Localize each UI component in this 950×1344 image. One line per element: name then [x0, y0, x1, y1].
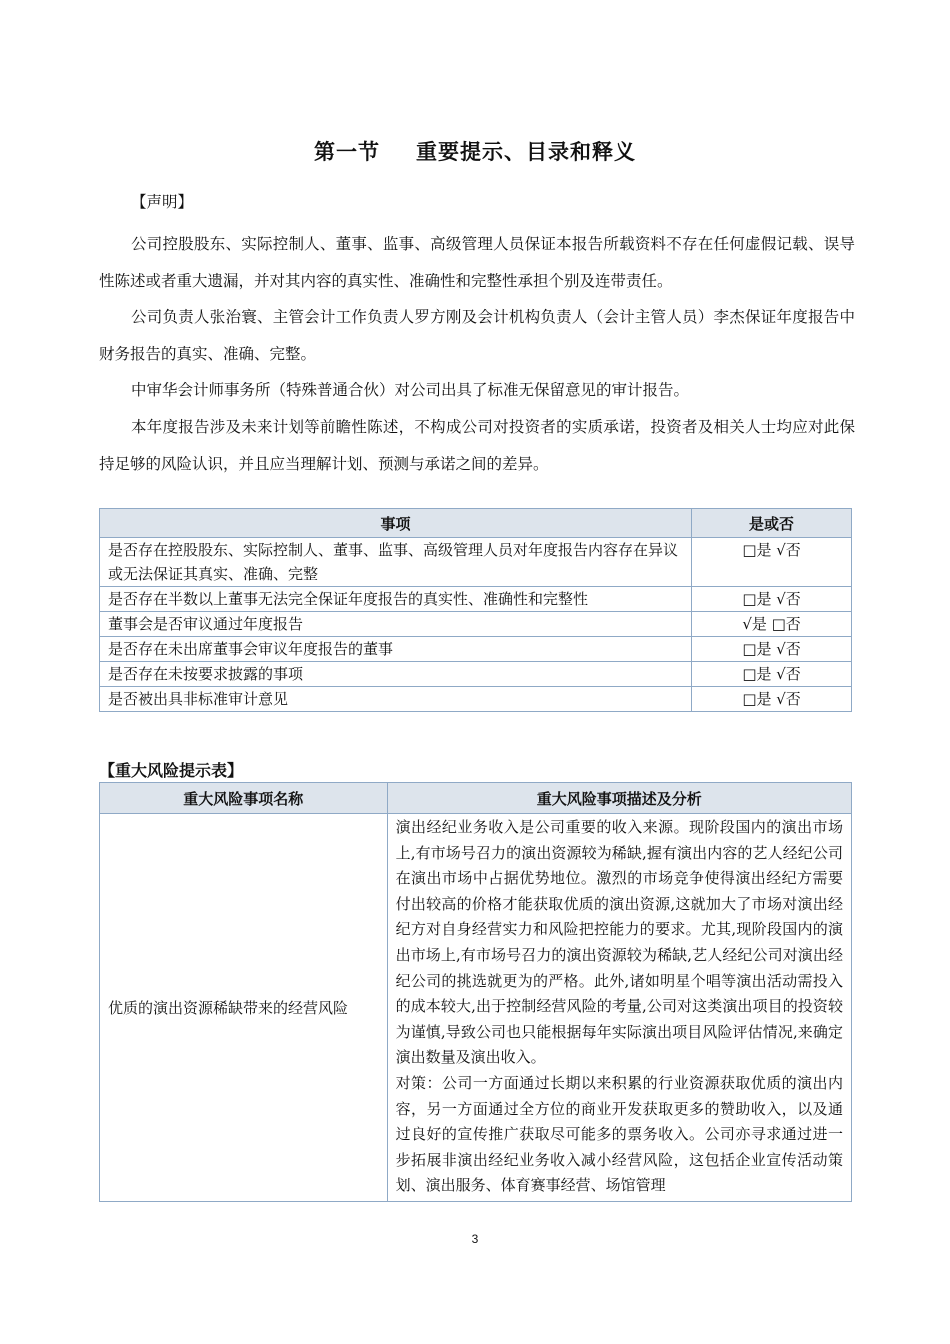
section-heading: 重要提示、目录和释义: [416, 140, 636, 164]
column-header-risk-name: 重大风险事项名称: [100, 783, 388, 814]
matter-cell: 是否存在未按要求披露的事项: [100, 662, 692, 687]
answer-cell: □是 √否: [692, 637, 852, 662]
column-header-yes-no: 是或否: [692, 509, 852, 538]
section-number: 第一节: [314, 140, 380, 164]
matter-cell: 董事会是否审议通过年度报告: [100, 612, 692, 637]
risk-description-cell: [387, 814, 851, 1202]
paragraph-guarantee: 公司控股股东、实际控制人、董事、监事、高级管理人员保证本报告所载资料不存在任何虚假记载、误导性陈述或者重大遗漏，并对其内容的真实性、准确性和完整性承担个别及连带责任。: [99, 235, 855, 290]
section-title: [0, 136, 950, 166]
risk-name-cell: 优质的演出资源稀缺带来的经营风险: [100, 814, 388, 1202]
table-row: [100, 538, 852, 587]
matter-cell: 是否存在控股股东、实际控制人、董事、监事、高级管理人员对年度报告内容存在异议或无法保证其真实、准确、完整: [100, 538, 692, 587]
table-header-row: [100, 783, 852, 814]
answer-cell: √是 □否: [692, 612, 852, 637]
answer-cell: □是 √否: [692, 587, 852, 612]
paragraph-auditor: 中审华会计师事务所（特殊普通合伙）对公司出具了标准无保留意见的审计报告。: [131, 381, 690, 399]
column-header-risk-description: 重大风险事项描述及分析: [387, 783, 851, 814]
table-row: [100, 612, 852, 637]
risk-description: 演出经纪业务收入是公司重要的收入来源。现阶段国内的演出市场上,有市场号召力的演出资源较为稀缺,握有演出内容的艺人经纪公司在演出市场中占据优势地位。激烈的市场竞争使得演出经纪方需要付出较高的价格才能获取优质的演出资源,这就加大了市场对演出经纪方对自身经营实力和风险把控能力的要求。尤其,现阶段国内的演出市场上,有市场号召力的演出资源较为稀缺,艺人经纪公司对演出经纪公司的挑选就更为的严格。此外,诸如明星个唱等演出活动需投入的成本较大,出于控制经营风险的考量,公司对这类演出项目的投资较为谨慎,导致公司也只能根据每年实际演出项目风险评估情况,来确定演出数量及演出收入。: [395, 818, 843, 1067]
table-row: [100, 814, 852, 1202]
table-row: [100, 687, 852, 712]
answer-cell: □是 √否: [692, 687, 852, 712]
paragraph-responsible-persons: 公司负责人张治寰、主管会计工作负责人罗方刚及会计机构负责人（会计主管人员）李杰保证年度报告中财务报告的真实、准确、完整。: [99, 308, 855, 363]
page-number: 3: [471, 1232, 479, 1246]
risk-table-heading: 【重大风险提示表】: [99, 761, 244, 780]
answer-cell: □是 √否: [692, 662, 852, 687]
table-header-row: [100, 509, 852, 538]
table-row: [100, 662, 852, 687]
matters-table: [99, 508, 852, 712]
table-row: [100, 587, 852, 612]
table-row: [100, 637, 852, 662]
risk-countermeasure: 对策：公司一方面通过长期以来积累的行业资源获取优质的演出内容，另一方面通过全方位的商业开发获取更多的赞助收入，以及通过良好的宣传推广获取尽可能多的票务收入。公司亦寻求通过进一步拓展非演出经纪业务收入减小经营风险，这包括企业宣传活动策划、演出服务、体育赛事经营、场馆管理: [395, 1073, 843, 1195]
risk-table: [99, 782, 852, 1202]
column-header-matter: 事项: [100, 509, 692, 538]
answer-cell: □是 √否: [692, 538, 852, 587]
matter-cell: 是否被出具非标准审计意见: [100, 687, 692, 712]
matter-cell: 是否存在未出席董事会审议年度报告的董事: [100, 637, 692, 662]
paragraph-forward-looking: 本年度报告涉及未来计划等前瞻性陈述，不构成公司对投资者的实质承诺，投资者及相关人士均应对此保持足够的风险认识，并且应当理解计划、预测与承诺之间的差异。: [99, 418, 855, 473]
declaration-label: 【声明】: [131, 193, 194, 211]
matter-cell: 是否存在半数以上董事无法完全保证年度报告的真实性、准确性和完整性: [100, 587, 692, 612]
